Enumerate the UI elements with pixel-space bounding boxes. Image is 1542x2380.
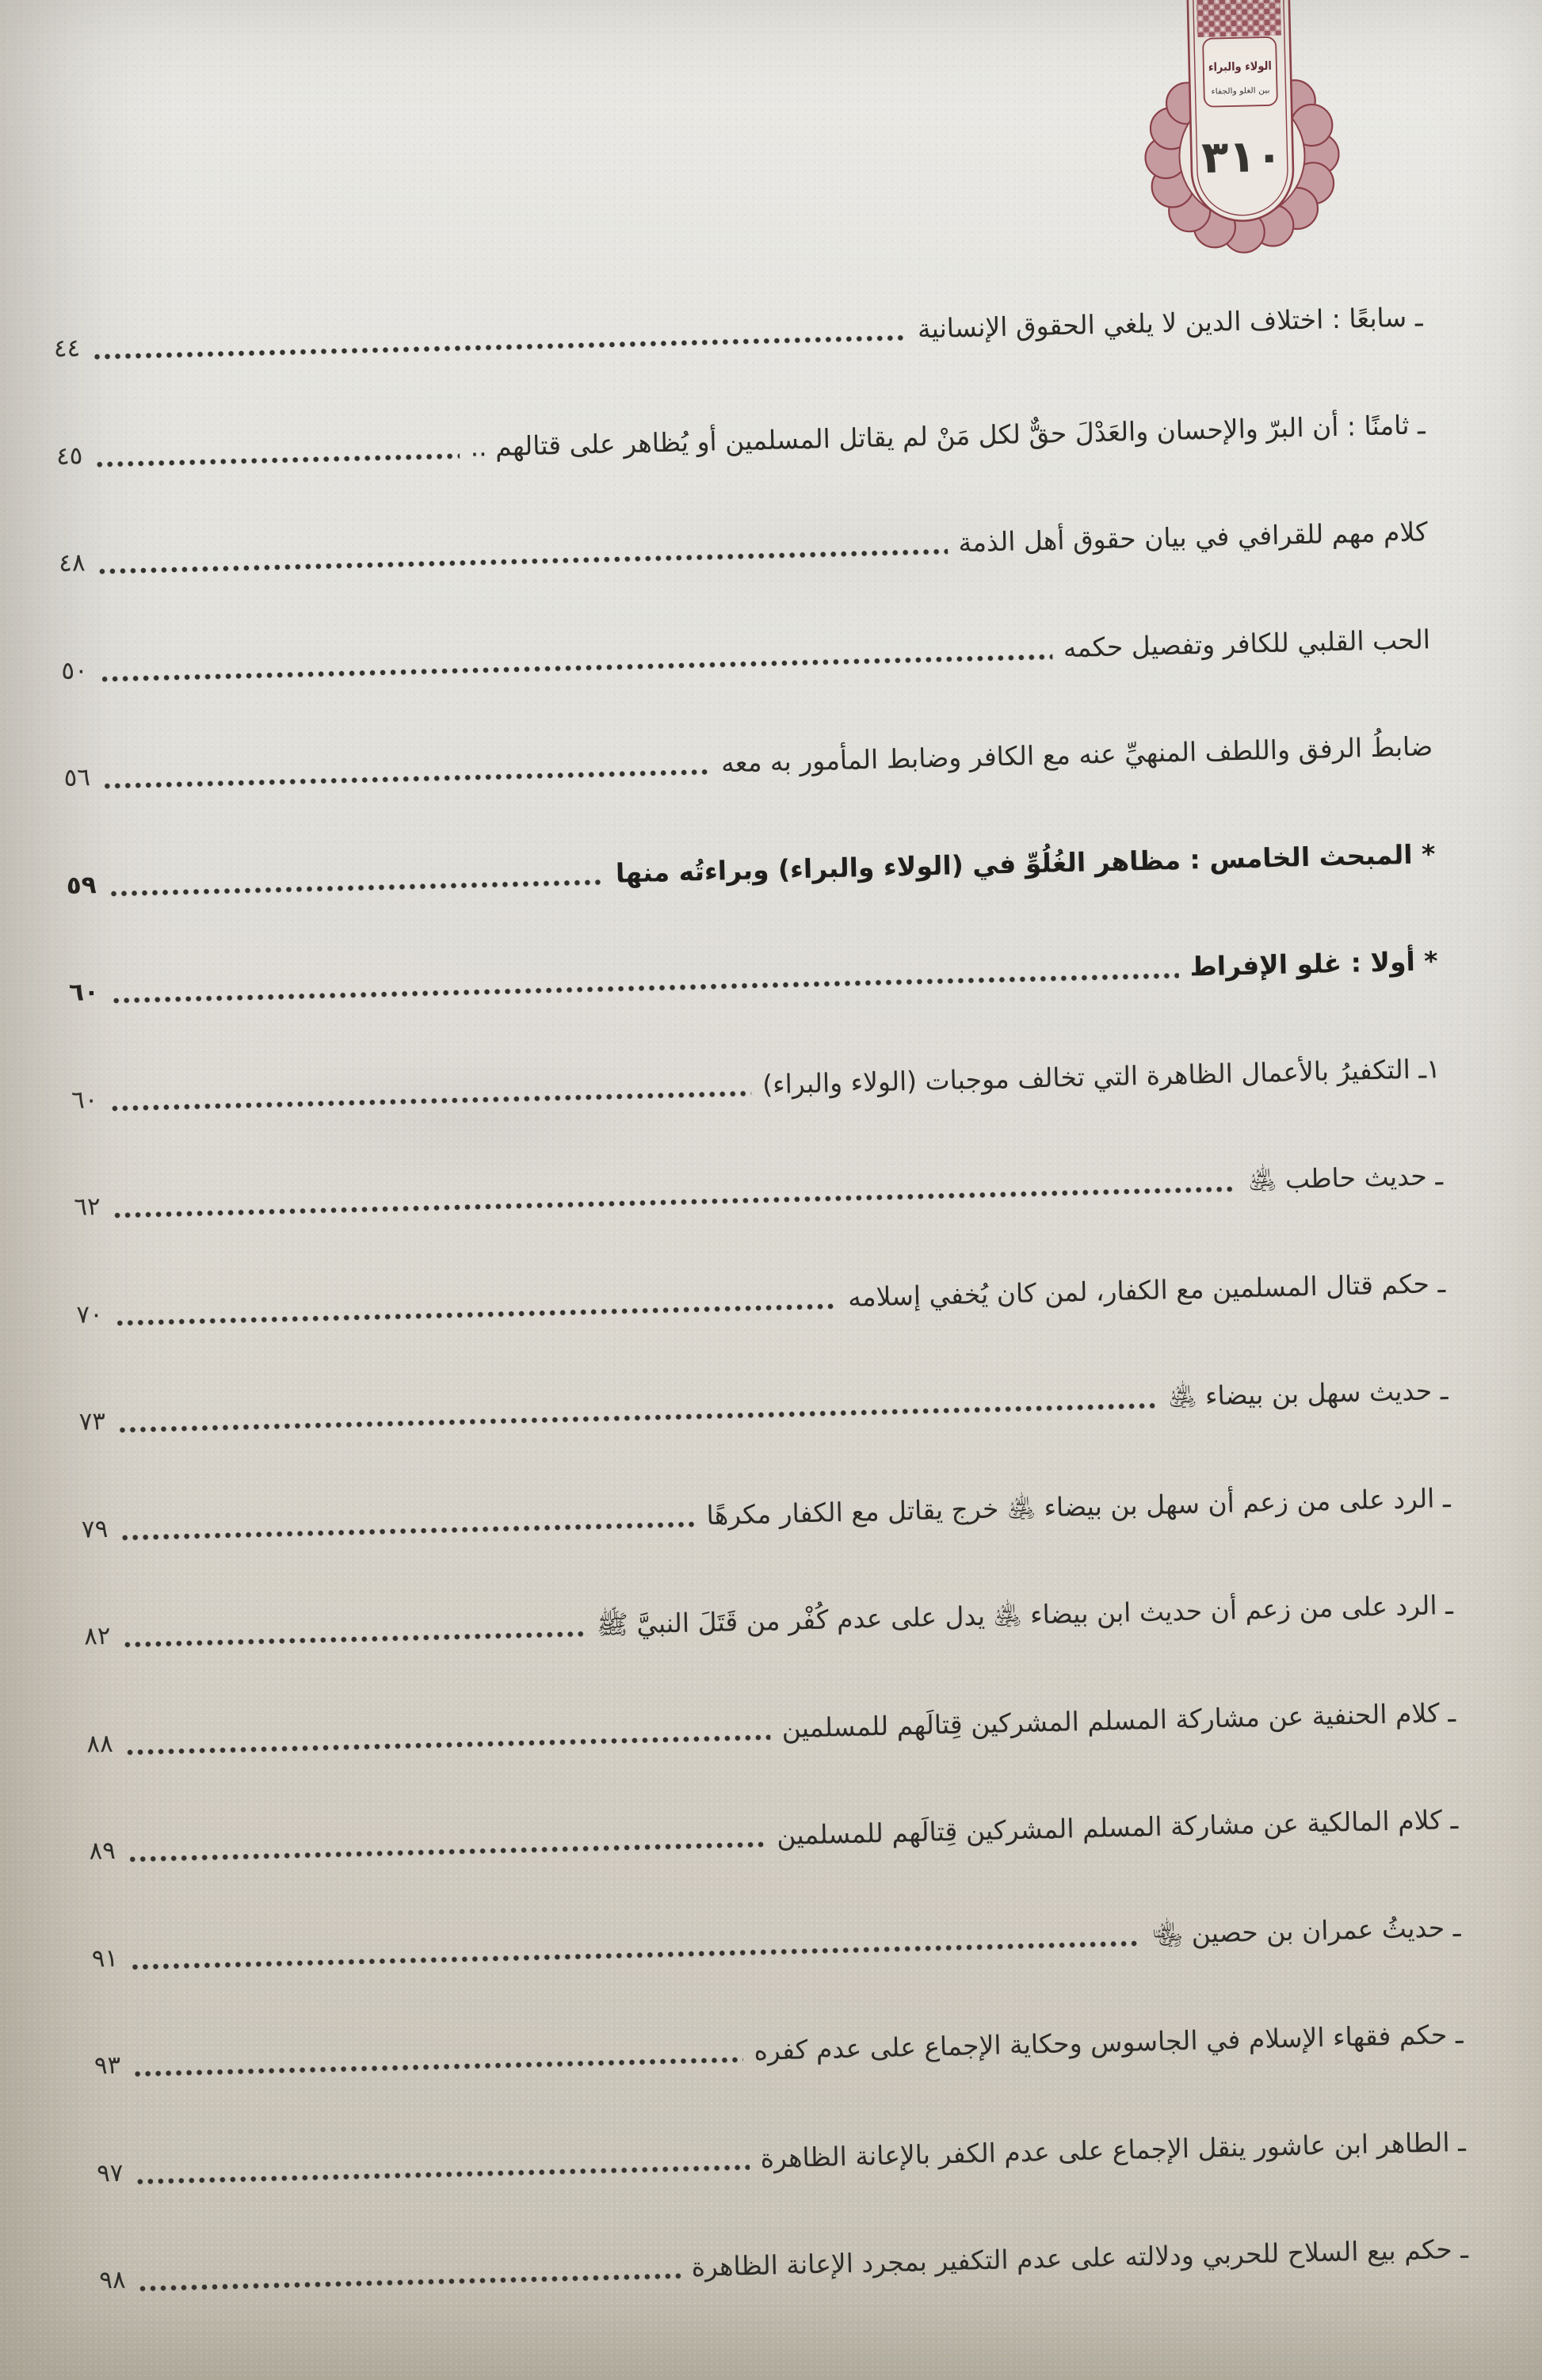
dotted-leader xyxy=(135,2057,742,2077)
toc-entry-title: ١ـ التكفيرُ بالأعمال الظاهرة التي تخالف موجبات (الولاء والبراء) xyxy=(761,1052,1441,1100)
toc-entry-title: ـ سابعًا : اختلاف الدين لا يلغي الحقوق الإنسانية xyxy=(917,301,1423,345)
toc-entry-page: ٧٩ xyxy=(81,1514,109,1544)
toc-entry-page: ٩٨ xyxy=(98,2266,127,2295)
toc-entry-page: ٤٤ xyxy=(53,334,81,364)
toc-entry-page: ٤٨ xyxy=(58,548,86,578)
toc-entry-title: الحب القلبي للكافر وتفصيل حكمه xyxy=(1063,623,1431,663)
dotted-leader xyxy=(105,769,710,789)
toc-entry-page: ٥٠ xyxy=(60,656,89,685)
toc-entry-title: ضابطُ الرفق واللطف المنهيِّ عنه مع الكافر وضابط المأمور به معه xyxy=(720,730,1433,779)
toc-entry-page: ٩٧ xyxy=(96,2158,124,2188)
toc-entry-title: ـ حديث حاطب ﵁ xyxy=(1247,1160,1444,1196)
toc-entry-page: ٦٢ xyxy=(73,1192,101,1222)
dotted-leader xyxy=(128,1734,771,1755)
stamp-mosaic xyxy=(1196,0,1281,37)
toc-entry-page: ٧٠ xyxy=(76,1299,104,1329)
toc-entry-page: ٥٦ xyxy=(63,763,91,793)
stamp-graphic xyxy=(1120,0,1364,259)
stamp-book-subtitle: بين الغلو والجفاء xyxy=(1211,86,1266,97)
dotted-leader xyxy=(113,973,1179,1004)
dotted-leader xyxy=(113,1090,752,1111)
stamp-book-title: الولاء والبراء xyxy=(1208,59,1280,74)
toc-entry-page: ٦٠ xyxy=(71,1085,98,1115)
toc-entry-title: ـ الرد على من زعم أن حديث ابن بيضاء ﵁ يدل على عدم كُفْر من قَتَلَ النبيَّ ﷺ xyxy=(596,1589,1454,1641)
dotted-leader xyxy=(115,1186,1238,1218)
toc-entry-page: ٩٣ xyxy=(94,2051,121,2081)
toc-entry-page: ٩١ xyxy=(91,1943,119,1974)
dotted-leader xyxy=(122,1521,696,1540)
toc-entry-title: ـ ثامنًا : أن البرّ والإحسان والعَدْلَ حقٌّ لكل مَنْ لم يقاتل المسلمين أو يُظاهر على قتالهم .. xyxy=(470,408,1426,463)
toc-entry-title: ـ حكم قتال المسلمين مع الكفار، لمن كان يُخفي إسلامه xyxy=(847,1267,1446,1313)
toc-entry-title: * المبحث الخامس : مظاهر الغُلُوِّ في (الولاء والبراء) وبراءتُه منها xyxy=(615,837,1436,889)
toc-entry-title: * أولا : غلو الإفراط xyxy=(1189,945,1438,982)
dotted-leader xyxy=(132,1940,1141,1970)
toc-entry-title: ـ حديثُ عمران بن حصين ﵄ xyxy=(1151,1911,1461,1950)
dotted-leader xyxy=(102,654,1052,681)
toc-entry-page: ٨٩ xyxy=(89,1836,116,1866)
toc-entry-title: ـ كلام الحنفية عن مشاركة المسلم المشركين قِتالَهم للمسلمين xyxy=(781,1696,1456,1744)
dotted-leader xyxy=(97,453,459,467)
toc-entry-title: ـ حديث سهل بن بيضاء ﵁ xyxy=(1167,1375,1448,1413)
dotted-leader xyxy=(120,1403,1157,1433)
toc-entry-title: ـ الرد على من زعم أن سهل بن بيضاء ﵁ خرج يقاتل مع الكفار مكرهًا xyxy=(706,1482,1451,1531)
toc-entry-page: ٨٨ xyxy=(86,1729,114,1759)
toc-entry-title: ـ حكم بيع السلاح للحربي ودلالته على عدم التكفير بمجرد الإعانة الظاهرة xyxy=(691,2233,1469,2283)
toc-list xyxy=(52,263,1469,2334)
toc-entry-title: ـ حكم فقهاء الإسلام في الجاسوس وحكاية الإجماع على عدم كفره xyxy=(754,2018,1464,2067)
dotted-leader xyxy=(125,1631,586,1648)
toc-entry-title: كلام مهم للقرافي في بيان حقوق أهل الذمة xyxy=(958,516,1429,559)
dotted-leader xyxy=(140,2273,681,2291)
toc-entry-page: ٧٣ xyxy=(78,1407,106,1437)
toc-entry-page: ٦٠ xyxy=(68,978,100,1008)
book-stamp xyxy=(1120,0,1364,259)
toc-entry-title: ـ الطاهر ابن عاشور ينقل الإجماع على عدم الكفر بالإعانة الظاهرة xyxy=(760,2126,1467,2174)
dotted-leader xyxy=(100,549,948,574)
dotted-leader xyxy=(117,1303,838,1325)
toc-entry-title: ـ كلام المالكية عن مشاركة المسلم المشركين قِتالَهم للمسلمين xyxy=(776,1804,1459,1852)
dotted-leader xyxy=(130,1842,766,1863)
dotted-leader xyxy=(111,879,605,897)
toc-entry-page: ٨٢ xyxy=(83,1622,111,1652)
toc-entry-page: ٤٥ xyxy=(55,441,83,471)
toc-entry-page: ٥٩ xyxy=(66,870,97,900)
dotted-leader xyxy=(138,2165,750,2184)
stamp-page-number: ٣١٠ xyxy=(1200,130,1284,184)
dotted-leader xyxy=(94,335,906,360)
